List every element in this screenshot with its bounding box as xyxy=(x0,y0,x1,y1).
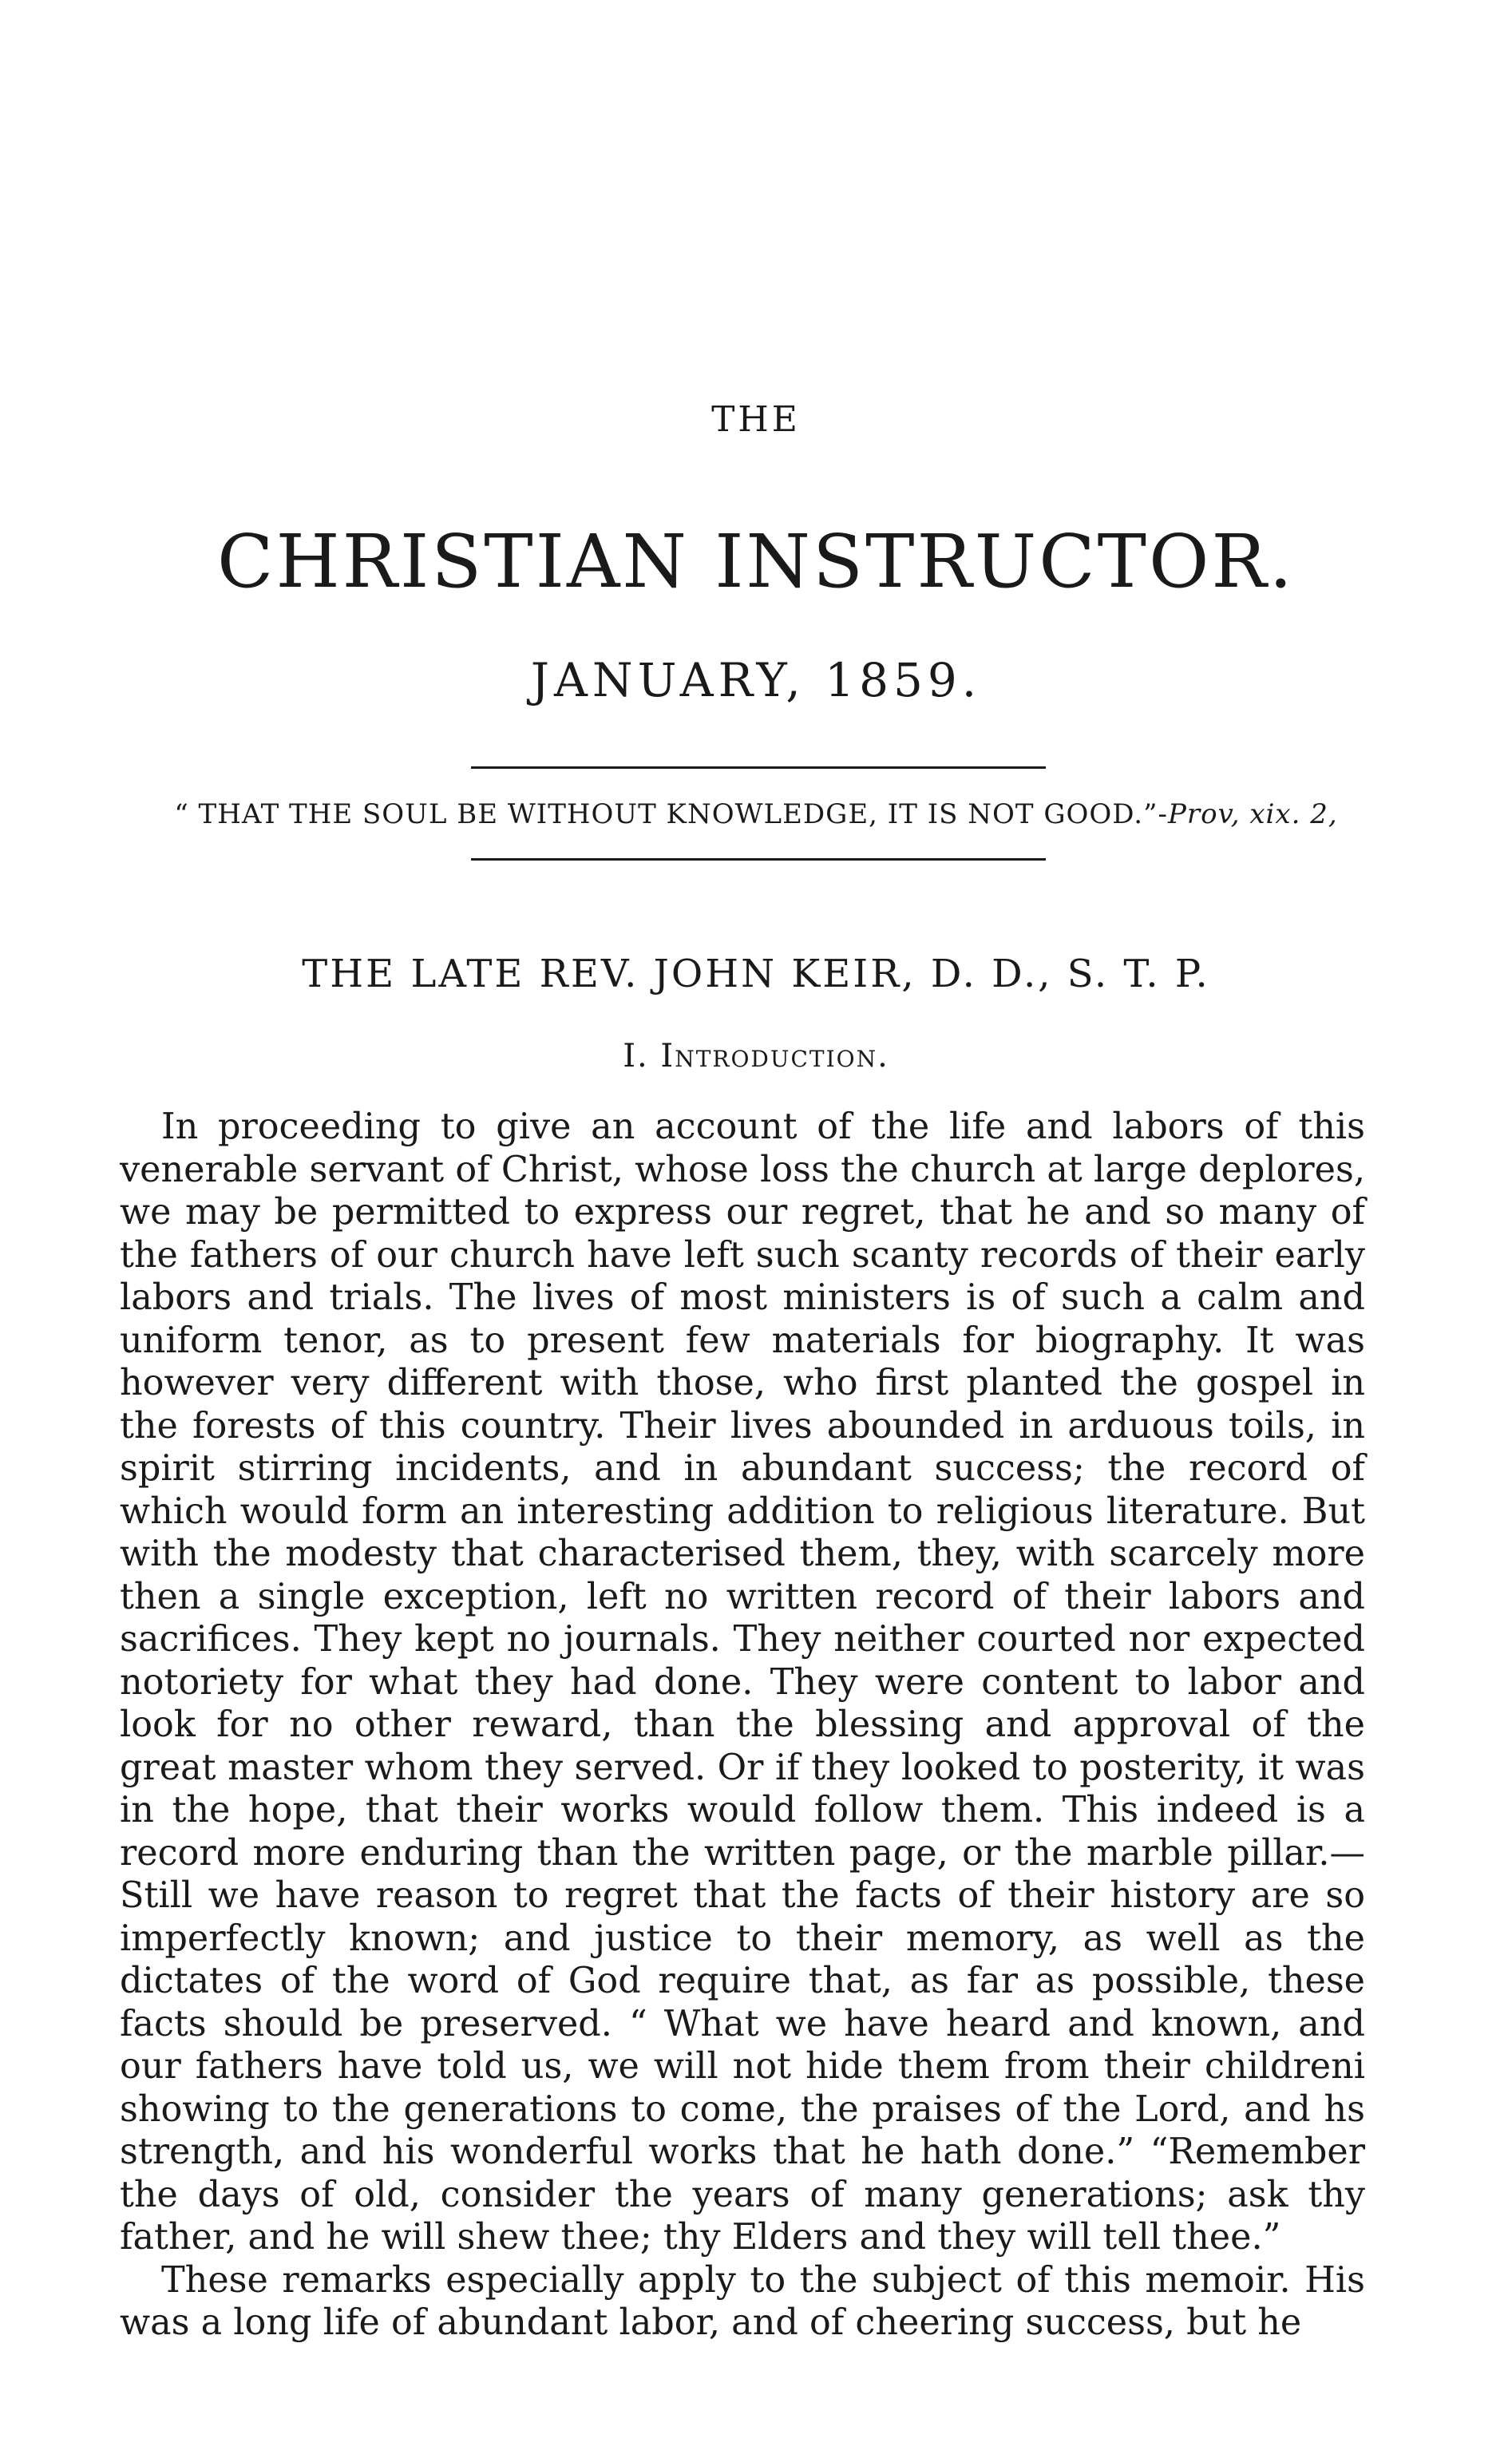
motto-citation: Prov, xix. 2, xyxy=(1167,798,1338,830)
bottom-rule xyxy=(471,858,1046,861)
motto xyxy=(0,798,1512,830)
motto-text: “ THAT THE SOUL BE WITHOUT KNOWLEDGE, IT IS NOT GOOD.”- xyxy=(174,798,1168,830)
issue-date: JANUARY, 1859. xyxy=(530,653,982,707)
paragraph: In proceeding to give an account of the life and labors of this venerable servant of Christ, whose loss the church at large deplores, we may be permitted to express our regret, that he and so many of the fathers of our church have left such scanty records of their early labors and trials. The lives of most ministers is of such a calm and uniform tenor, as to present few materials for biography. It was however very different with those, who first planted the gospel in the forests of this country. Their lives abounded in arduous toils, in spirit stirring incidents, and in abundant success; the record of which would form an interesting addition to religious literature. But with the modesty that characterised them, they, with scarcely more then a single exception, left no written record of their labors and sacrifices. They kept no journals. They neither courted nor expected notoriety for what they had done. They were content to labor and look for no other reward, than the blessing and approval of the great master whom they served. Or if they looked to posterity, it was in the hope, that their works would follow them. This indeed is a record more enduring than the written page, or the marble pillar.—Still we have reason to regret that the facts of their history are so imperfectly known; and justice to their memory, as well as the dictates of the word of God require that, as far as possible, these facts should be preserved. “ What we have heard and known, and our fathers have told us, we will not hide them from their childreni showing to the generations to come, the praises of the Lord, and hs strength, and his wonderful works that he hath done.” “Remember the days of old, consider the years of many generations; ask thy father, and he will shew thee; thy Elders and they will tell thee.” xyxy=(120,1106,1365,2258)
article-body xyxy=(120,1106,1365,2345)
article-heading: THE LATE REV. JOHN KEIR, D. D., S. T. P. xyxy=(302,952,1210,996)
paragraph: These remarks especially apply to the subject of this memoir. His was a long life of abundant labor, and of cheering success, but he xyxy=(120,2259,1365,2343)
masthead-the: THE xyxy=(711,399,801,440)
publication-title: CHRISTIAN INSTRUCTOR. xyxy=(217,519,1295,604)
section-heading: I. Introduction. xyxy=(623,1038,889,1075)
top-rule xyxy=(471,766,1046,769)
